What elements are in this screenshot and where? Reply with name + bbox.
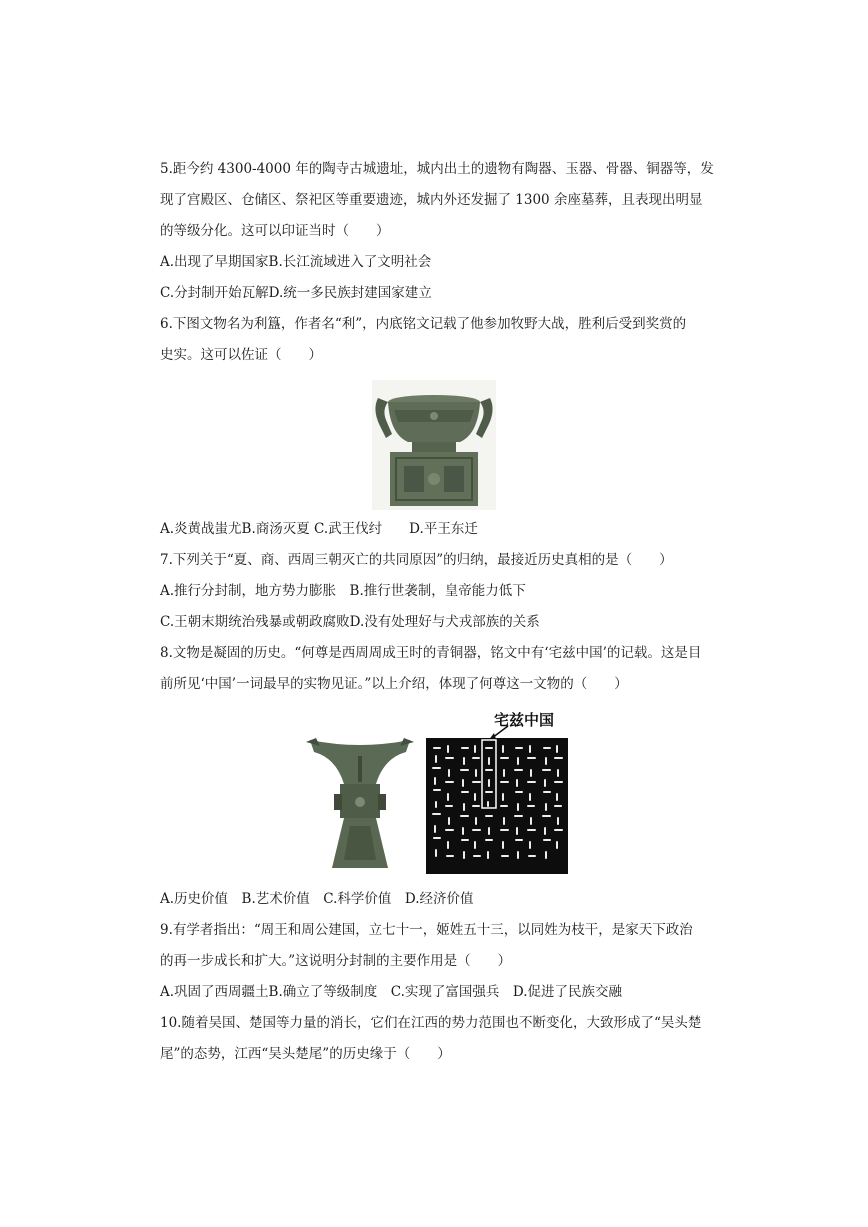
inscription-highlight-label: 宅兹中国 (494, 711, 555, 729)
he-zun-inscription-rubbing-image (426, 722, 568, 874)
q5-stem-line-3: 的等级分化。这可以印证当时（ ） (160, 223, 390, 239)
q7-stem-line-1: 7.下列关于“夏、商、西周三朝灭亡的共同原因”的归纳，最接近历史真相的是（ ） (160, 552, 673, 568)
he-zun-bronze-vessel-image (306, 736, 414, 876)
q7-options-cd: C.王朝末期统治残暴或朝政腐败D.没有处理好与犬戎部族的关系 (160, 614, 540, 630)
q5-stem-line-1: 5.距今约 4300-4000 年的陶寺古城遗址，城内出土的遗物有陶器、玉器、骨器、铜器等，发 (160, 161, 714, 177)
q5-options-cd: C.分封制开始瓦解D.统一多民族封建国家建立 (160, 285, 432, 301)
q8-stem-line-2: 前所见‘中国’一词最早的实物见证。”以上介绍，体现了何尊这一文物的（ ） (160, 676, 628, 692)
q6-stem-line-1: 6.下图文物名为利簋，作者名“利”，内底铭文记载了他参加牧野大战，胜利后受到奖赏的 (160, 316, 687, 332)
q6-stem-line-2: 史实。这可以佐证（ ） (160, 347, 322, 363)
q9-options: A.巩固了西周疆土B.确立了等级制度 C.实现了富国强兵 D.促进了民族交融 (160, 984, 623, 1000)
q10-stem-line-1: 10.随着吴国、楚国等力量的消长，它们在江西的势力范围也不断变化，大致形成了“吴头楚 (160, 1015, 702, 1031)
q9-stem-line-1: 9.有学者指出：“周王和周公建国，立七十一，姬姓五十三，以同姓为枝干，是家天下政治 (160, 922, 693, 938)
q5-options-ab: A.出现了早期国家B.长江流域进入了文明社会 (160, 254, 432, 270)
q8-options: A.历史价值 B.艺术价值 C.科学价值 D.经济价值 (160, 891, 474, 907)
q8-stem-line-1: 8.文物是凝固的历史。“何尊是西周周成王时的青铜器，铭文中有‘宅兹中国’的记载。这是目 (160, 645, 702, 661)
q9-stem-line-2: 的再一步成长和扩大。”这说明分封制的主要作用是（ ） (160, 953, 512, 969)
li-gui-bronze-vessel-image (372, 380, 496, 510)
q5-stem-line-2: 现了宫殿区、仓储区、祭祀区等重要遗迹，城内外还发掘了 1300 余座墓葬，且表现出明显 (160, 192, 703, 208)
q6-options: A.炎黄战蚩尤B.商汤灭夏 C.武王伐纣 D.平王东迁 (160, 521, 478, 537)
q10-stem-line-2: 尾”的态势，江西“吴头楚尾”的历史缘于（ ） (160, 1046, 451, 1062)
q7-options-ab: A.推行分封制，地方势力膨胀 B.推行世袭制，皇帝能力低下 (160, 583, 526, 599)
